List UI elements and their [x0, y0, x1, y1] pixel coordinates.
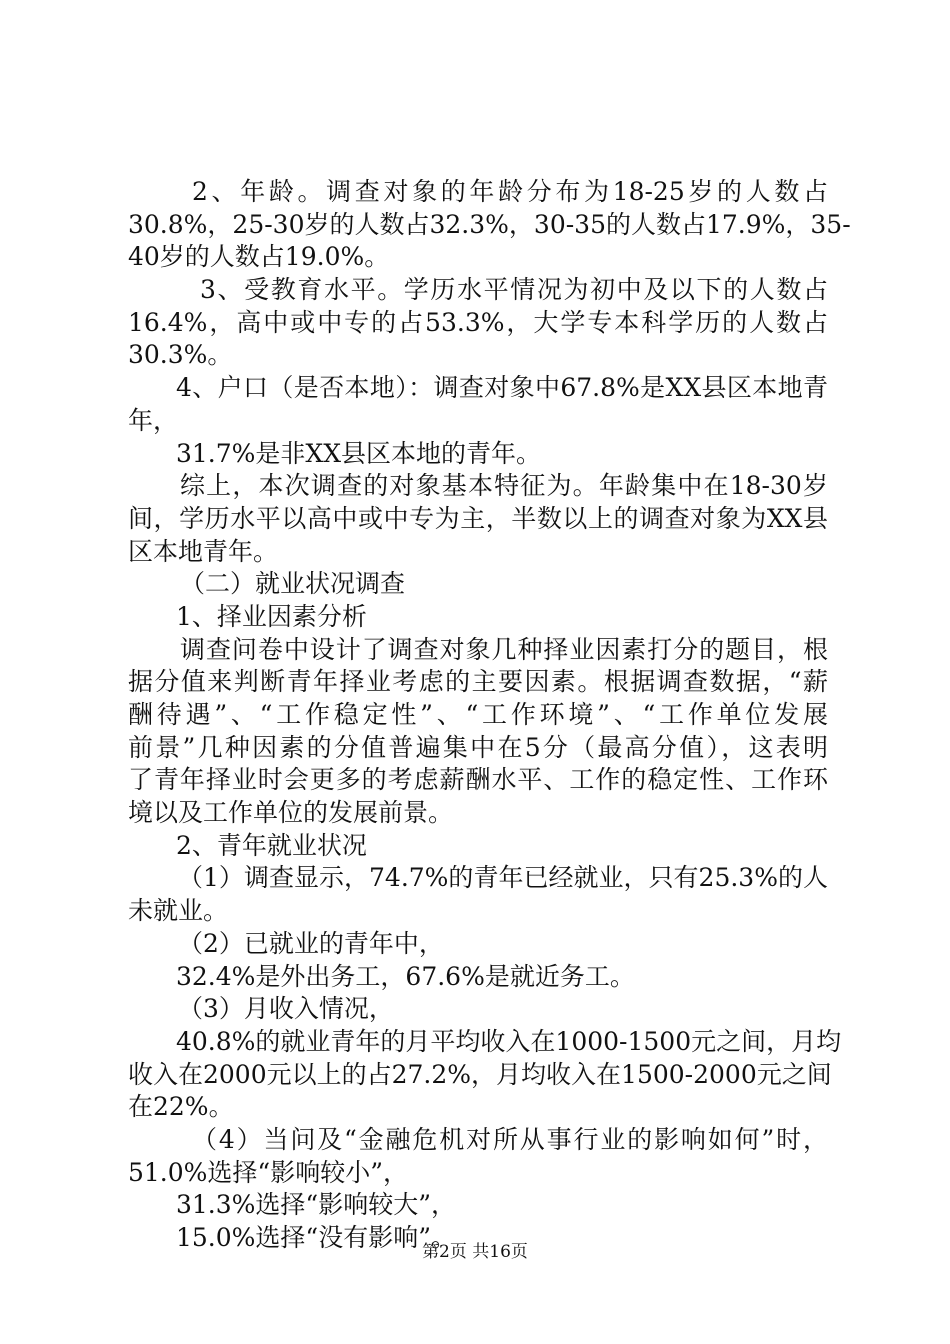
paragraph-line: 了青年择业时会更多的考虑薪酬水平、工作的稳定性、工作环: [128, 765, 828, 795]
paragraph-line: 30.3%。: [128, 340, 233, 370]
paragraph-line: 40岁的人数占19.0%。: [128, 242, 390, 272]
paragraph-line: 31.7%是非XX县区本地的青年。: [176, 438, 542, 468]
paragraph-line: 前景”几种因素的分值普遍集中在5分（最高分值），这表明: [128, 732, 828, 762]
paragraph-line: 调查问卷中设计了调查对象几种择业因素打分的题目，根: [180, 634, 828, 664]
paragraph-line: 40.8%的就业青年的月平均收入在1000-1500元之间，月均: [176, 1026, 842, 1056]
paragraph-line: （1）调查显示，74.7%的青年已经就业，只有25.3%的人: [178, 863, 828, 893]
paragraph-line: 2、年龄。调查对象的年龄分布为18-25岁的人数占: [192, 177, 828, 206]
paragraph-line: 1、择业因素分析: [176, 601, 367, 631]
paragraph-line: 16.4%，高中或中专的占53.3%，大学专本科学历的人数占: [128, 307, 828, 337]
paragraph-line: 区本地青年。: [128, 536, 279, 566]
paragraph-line: 在22%。: [128, 1092, 234, 1122]
paragraph-line: （3）月收入情况，: [178, 994, 394, 1024]
paragraph-line: 51.0%选择“影响较小”，: [128, 1157, 408, 1187]
paragraph-line: 3、受教育水平。学历水平情况为初中及以下的人数占: [200, 275, 828, 305]
paragraph-line: 2、青年就业状况: [176, 830, 367, 860]
paragraph-line: 31.3%选择“影响较大”，: [176, 1190, 456, 1220]
paragraph-line: 据分值来判断青年择业考虑的主要因素。根据调查数据，“薪: [128, 667, 828, 697]
paragraph-line: （2）已就业的青年中，: [178, 928, 444, 958]
paragraph-line: 综上，本次调查的对象基本特征为。年龄集中在18-30岁: [180, 471, 828, 501]
paragraph-line: 境以及工作单位的发展前景。: [128, 798, 454, 828]
paragraph-line: 30.8%，25-30岁的人数占32.3%，30-35的人数占17.9%，35-: [128, 209, 851, 239]
paragraph-line: 32.4%是外出务工，67.6%是就近务工。: [176, 961, 635, 991]
paragraph-line: 15.0%选择“没有影响”。: [176, 1223, 456, 1252]
paragraph-line: （二）就业状况调查: [180, 569, 406, 599]
paragraph-line: 收入在2000元以上的占27.2%，月均收入在1500-2000元之间: [128, 1059, 832, 1089]
paragraph-line: （4）当问及“金融危机对所从事行业的影响如何”时，: [192, 1124, 828, 1154]
paragraph-line: 间，学历水平以高中或中专为主，半数以上的调查对象为XX县: [128, 503, 828, 533]
document-body: [128, 176, 851, 1255]
paragraph-line: 未就业。: [128, 896, 229, 926]
paragraph-line: 年，: [128, 405, 179, 435]
page-number-footer: 第2页 共16页: [422, 1242, 528, 1262]
paragraph-line: 4、户口（是否本地）：调查对象中67.8%是XX县区本地青: [176, 373, 828, 403]
paragraph-line: 酬待遇”、“工作稳定性”、“工作环境”、“工作单位发展: [128, 700, 828, 729]
